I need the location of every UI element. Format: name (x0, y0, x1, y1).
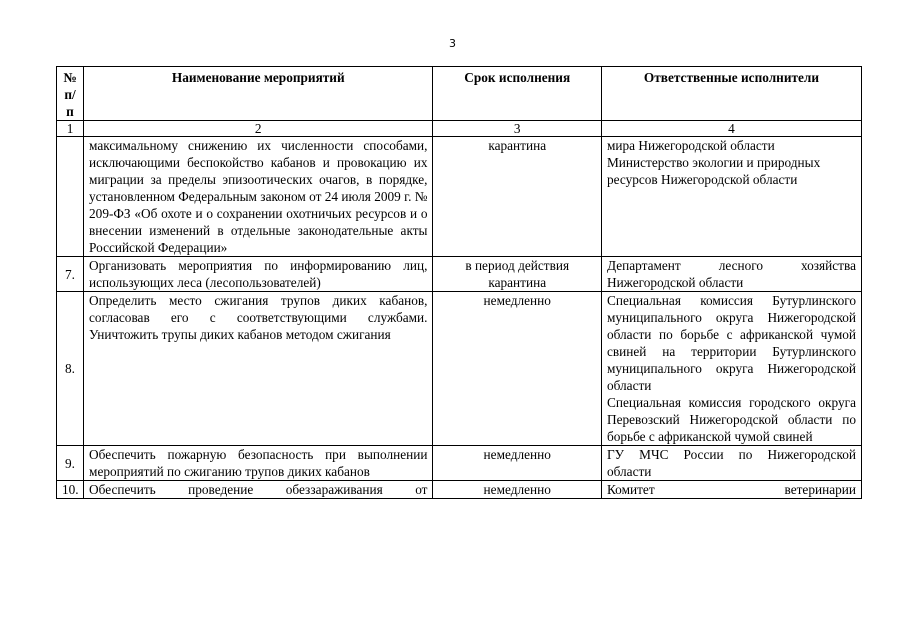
responsible-line: Министерство экологии и природных ресурсов Нижегородской области (606, 155, 821, 187)
row-term: карантина (433, 137, 601, 257)
row-action: Организовать мероприятия по информированию лиц, использующих леса (лесопользователей) (84, 257, 433, 292)
column-number-row (57, 121, 862, 137)
col-number: 1 (57, 121, 84, 137)
table-row (57, 137, 862, 257)
table-row (57, 481, 862, 499)
row-responsible (601, 292, 861, 446)
row-action: максимальному снижению их численности способами, исключающими беспокойство кабанов и провокацию их миграции за пределы эпизоотических очагов, в порядке, установленном Федеральным законом от 24 июля 2009 г. № 209-ФЗ «Об охоте и о сохранении охотничьих ресурсов и о внесении изменений в отдельные законодательные акты Российской Федерации» (84, 137, 433, 257)
row-number: 9. (57, 446, 84, 481)
row-term: в период действия карантина (433, 257, 601, 292)
row-action: Определить место сжигания трупов диких кабанов, согласовав его с соответствующими службами. Уничтожить трупы диких кабанов методом сжигания (84, 292, 433, 446)
row-responsible: ГУ МЧС России по Нижегородской области (601, 446, 861, 481)
col-number: 3 (433, 121, 601, 137)
header-responsible: Ответственные исполнители (601, 67, 861, 121)
row-responsible: Комитет ветеринарии (601, 481, 861, 499)
row-action: Обеспечить пожарную безопасность при выполнении мероприятий по сжиганию трупов диких кабанов (84, 446, 433, 481)
row-responsible: Департамент лесного хозяйства Нижегородской области (601, 257, 861, 292)
col-number: 4 (601, 121, 861, 137)
row-number: 10. (57, 481, 84, 499)
responsible-line: мира Нижегородской области (606, 138, 775, 153)
row-number (57, 137, 84, 257)
row-term: немедленно (433, 292, 601, 446)
row-number: 8. (57, 292, 84, 446)
page-number: 3 (449, 37, 456, 50)
table-header-row (57, 67, 862, 121)
header-term: Срок исполнения (433, 67, 601, 121)
row-term: немедленно (433, 481, 601, 499)
header-num: № п/п (57, 67, 84, 121)
table-row (57, 446, 862, 481)
row-term: немедленно (433, 446, 601, 481)
row-responsible (601, 137, 861, 257)
header-name: Наименование мероприятий (84, 67, 433, 121)
col-number: 2 (84, 121, 433, 137)
table-row (57, 257, 862, 292)
row-number: 7. (57, 257, 84, 292)
table-row (57, 292, 862, 446)
row-action: Обеспечить проведение обеззараживания от (84, 481, 433, 499)
measures-table (56, 66, 862, 499)
responsible-line: Специальная комиссия городского округа Перевозский Нижегородской области по борьбе с африканской чумой свиней (606, 395, 856, 444)
responsible-line: Специальная комиссия Бутурлинского муниципального округа Нижегородской области по борьбе с африканской чумой свиней на территории Бутурлинского муниципального округа Нижегородской области (606, 293, 856, 393)
